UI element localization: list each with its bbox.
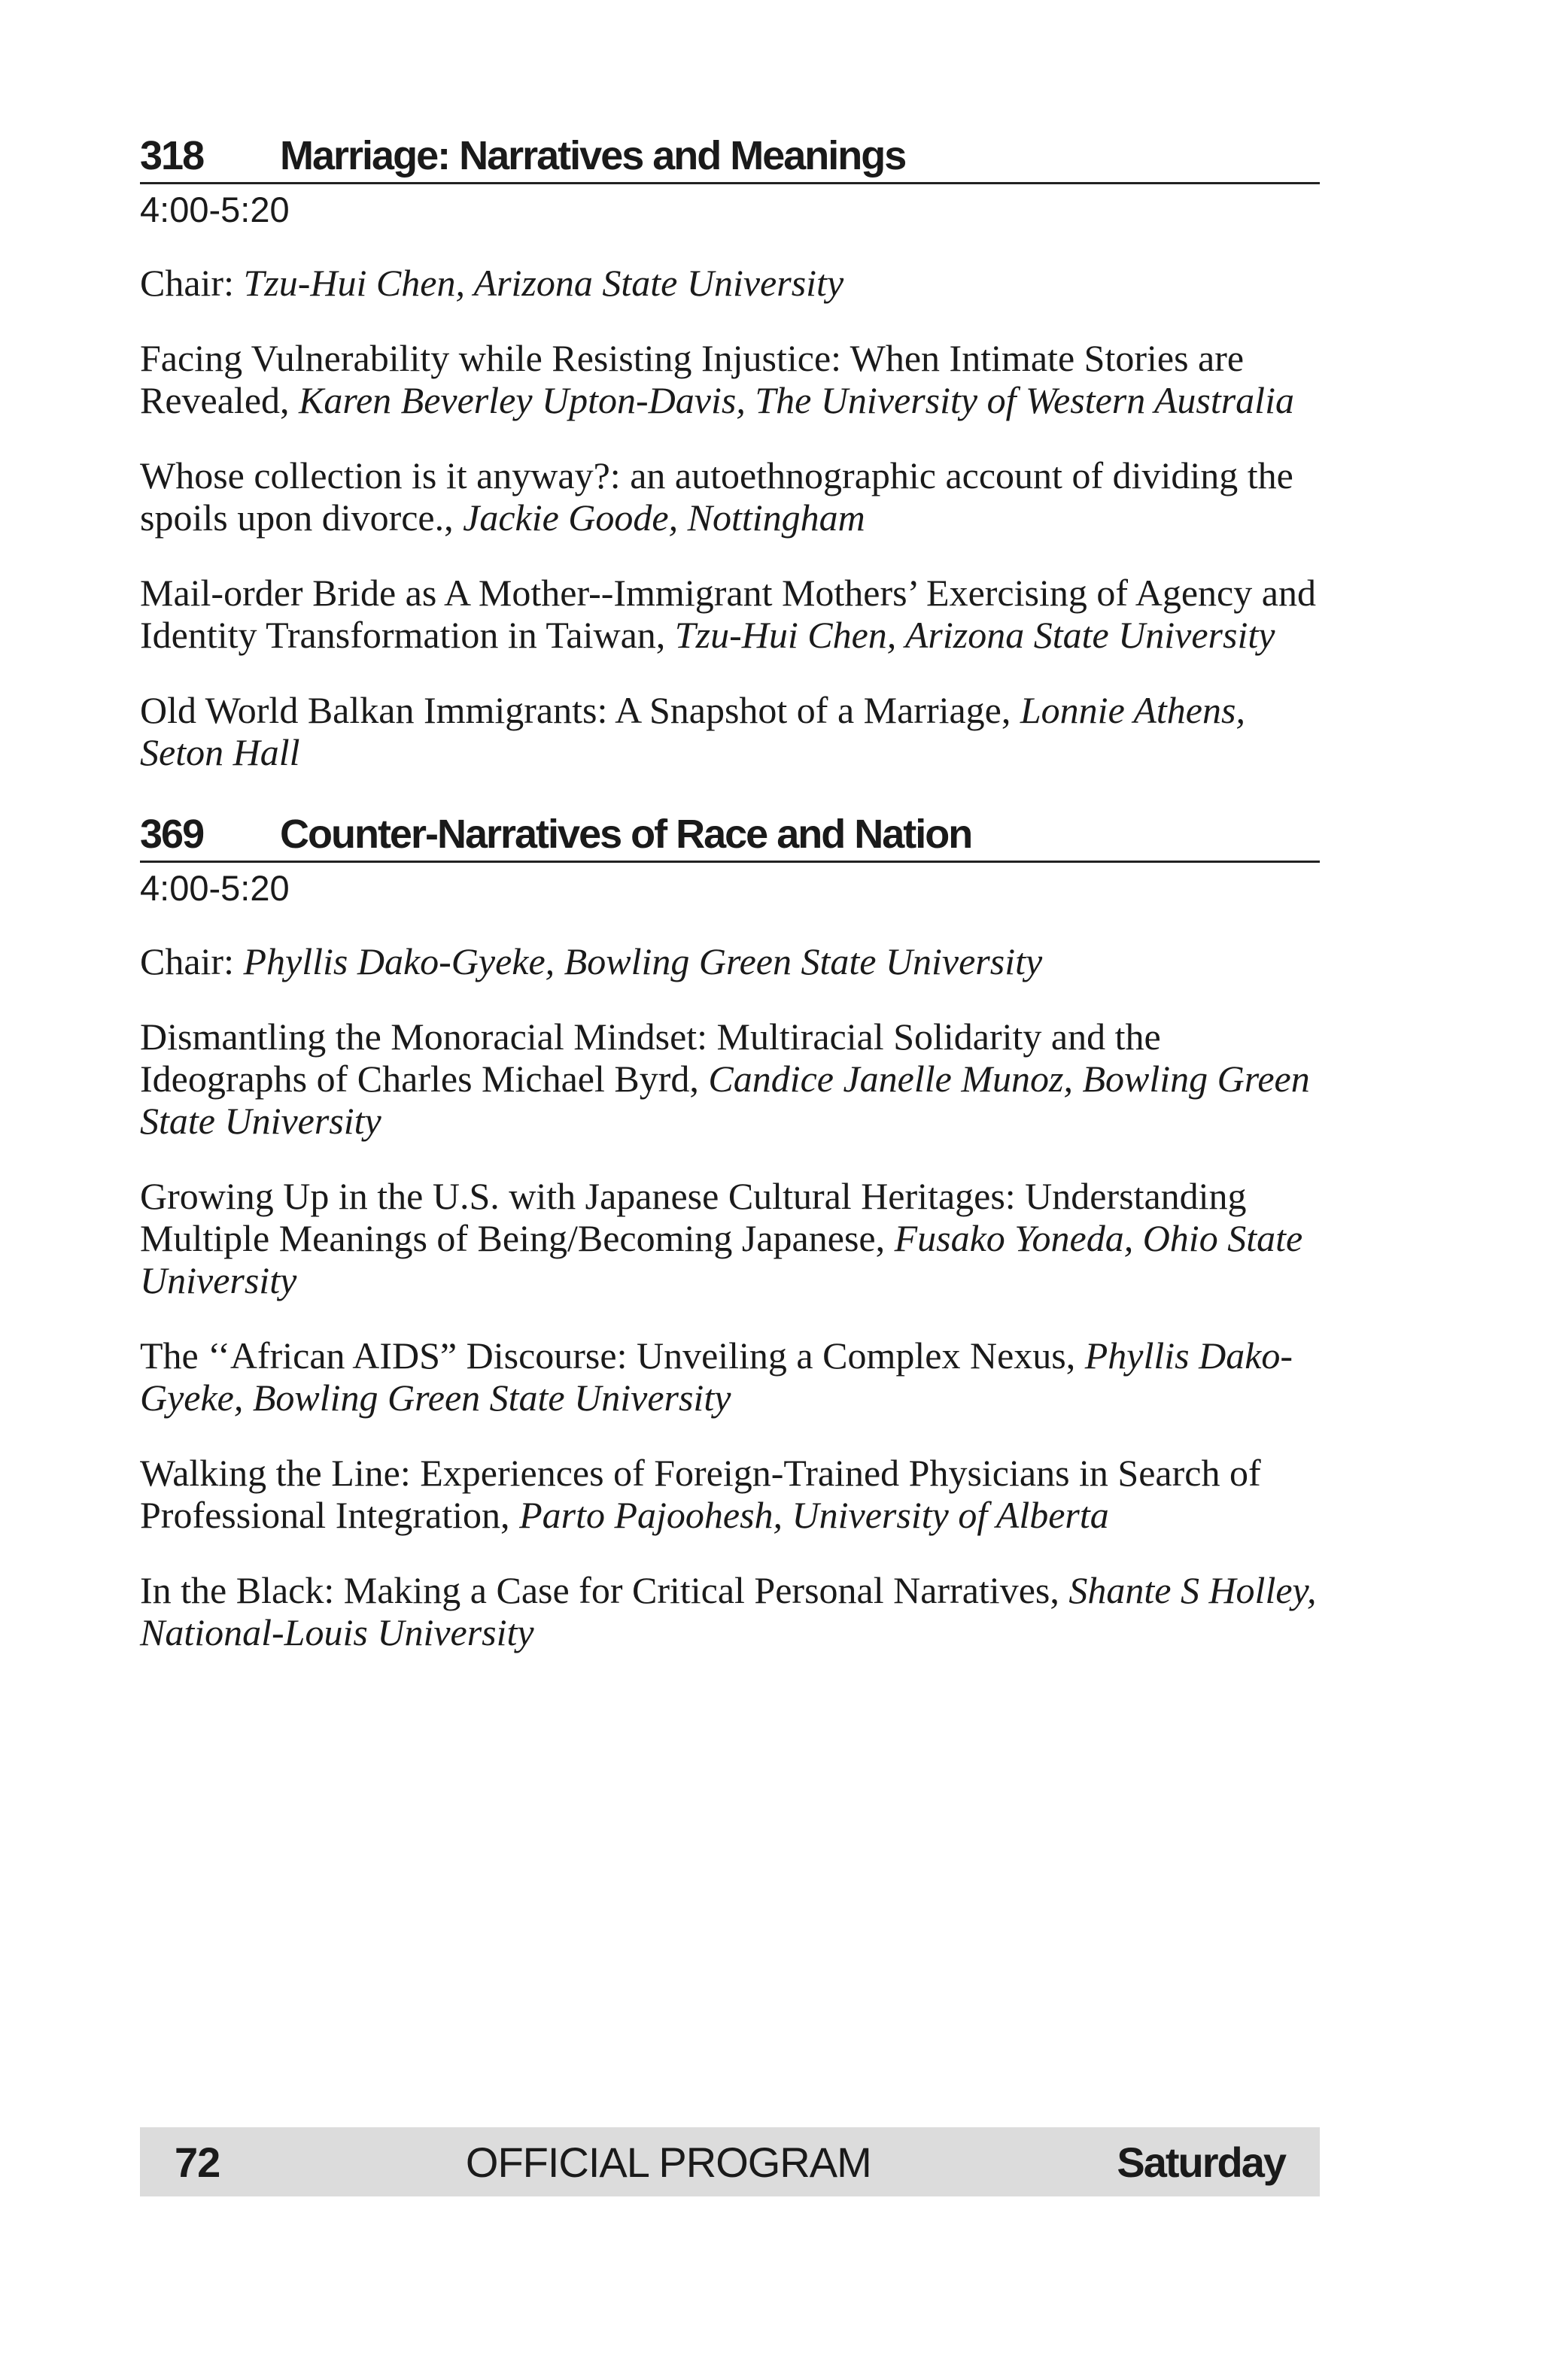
paper-title: Facing Vulnerability while Resisting Injustice: When Intimate Stories are Revealed, [140,337,1245,421]
chair-label: Chair: [140,940,234,982]
paper-title: Dismantling the Monoracial Mindset: Multiracial Solidarity and the Ideographs of Charles Michael Byrd, [140,1015,1161,1100]
session-318 [140,132,1320,773]
session-time: 4:00-5:20 [140,868,290,908]
paper-title: Mail-order Bride as A Mother--Immigrant Mothers’ Exercising of Agency and Identity Transformation in Taiwan, [140,572,1316,656]
page-number: 72 [175,2138,220,2186]
paper-entry [140,1334,1320,1419]
paper-title: Old World Balkan Immigrants: A Snapshot of a Marriage, [140,689,1011,731]
chair-name: Phyllis Dako-Gyeke, Bowling Green State University [243,940,1043,982]
session-number: 369 [140,812,204,857]
paper-author: Parto Pajoohesh, University of Alberta [519,1494,1109,1536]
session-chair [140,940,1320,982]
paper-author: Shante S Holley, National-Louis University [140,1569,1317,1653]
paper-entry [140,1015,1320,1142]
chair-name: Tzu-Hui Chen, Arizona State University [243,262,844,304]
paper-author: Karen Beverley Upton-Davis, The University of Western Australia [299,379,1294,421]
session-header [140,811,1320,863]
paper-author: Jackie Goode, Nottingham [463,496,865,539]
paper-author: Fusako Yoneda, Ohio State University [140,1217,1303,1301]
paper-entry [140,1175,1320,1301]
paper-entry [140,689,1320,773]
page-footer [140,2127,1320,2196]
session-number: 318 [140,133,204,178]
chair-label: Chair: [140,262,234,304]
paper-title: Whose collection is it anyway?: an autoethnographic account of dividing the spoils upon divorce., [140,454,1293,539]
program-page [140,132,1320,1691]
session-time: 4:00-5:20 [140,190,290,229]
paper-author: Phyllis Dako-Gyeke, Bowling Green State University [140,1334,1293,1419]
session-chair [140,262,1320,304]
paper-entry [140,1569,1320,1653]
program-label: OFFICIAL PROGRAM [465,2138,871,2186]
paper-title: Growing Up in the U.S. with Japanese Cultural Heritages: Understanding Multiple Meanings of Being/Becoming Japanese, [140,1175,1247,1259]
paper-author: Lonnie Athens, Seton Hall [140,689,1245,773]
session-369 [140,811,1320,1653]
session-title: Counter-Narratives of Race and Nation [280,812,972,857]
session-header [140,132,1320,184]
paper-title: In the Black: Making a Case for Critical Personal Narratives, [140,1569,1059,1611]
paper-title: The ‘‘African AIDS” Discourse: Unveiling a Complex Nexus, [140,1334,1076,1377]
paper-entry [140,572,1320,656]
paper-entry [140,1452,1320,1536]
day-label: Saturday [1117,2138,1285,2186]
paper-entry [140,454,1320,539]
paper-entry [140,337,1320,421]
paper-author: Tzu-Hui Chen, Arizona State University [674,614,1275,656]
session-title: Marriage: Narratives and Meanings [280,133,906,178]
paper-author: Candice Janelle Munoz, Bowling Green State University [140,1058,1310,1142]
paper-title: Walking the Line: Experiences of Foreign-Trained Physicians in Search of Professional Integration, [140,1452,1261,1536]
